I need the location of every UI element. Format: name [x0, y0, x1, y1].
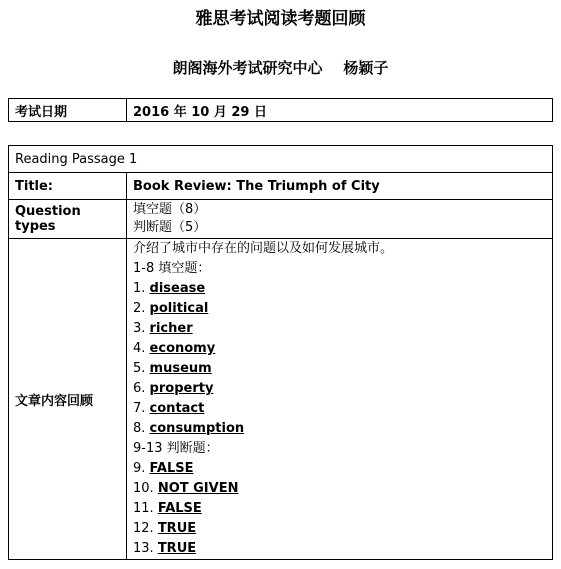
answer: disease	[149, 281, 206, 296]
list-item: 7. contact	[133, 401, 205, 416]
content-intro: 介绍了城市中存在的问题以及如何发展城市。	[133, 241, 394, 256]
section2-heading: 9-13 判断题：	[133, 441, 219, 456]
question-type-judge: 判断题（5）	[133, 220, 207, 235]
content-label: 文章内容回顾	[9, 239, 127, 560]
list-item: 1. disease	[133, 281, 206, 296]
passage-heading-row	[9, 146, 553, 173]
page-subtitle: 朗阁海外考试研究中心 杨颖子	[172, 59, 389, 77]
title-value: Book Review: The Triumph of City	[127, 173, 553, 200]
list-item: 2. political	[133, 301, 209, 316]
answer: economy	[149, 341, 216, 356]
exam-date-label: 考试日期	[9, 99, 127, 122]
answer: TRUE	[157, 521, 197, 536]
exam-date-row	[9, 99, 553, 122]
list-item: 3. richer	[133, 321, 193, 336]
list-item: 5. museum	[133, 361, 212, 376]
passage-table	[8, 145, 553, 560]
passage-heading: Reading Passage 1	[9, 146, 553, 173]
answer: consumption	[149, 421, 245, 436]
list-item: 10. NOT GIVEN	[133, 481, 239, 496]
answer: NOT GIVEN	[157, 481, 239, 496]
list-item: 9. FALSE	[133, 461, 194, 476]
answer: property	[149, 381, 214, 396]
question-types-value	[127, 200, 553, 239]
content-value	[127, 239, 553, 560]
list-item: 13. TRUE	[133, 541, 197, 556]
exam-date-table	[8, 98, 553, 122]
answer: contact	[149, 401, 205, 416]
title-row	[9, 173, 553, 200]
question-types-label: Question types	[9, 200, 127, 239]
section1-heading: 1-8 填空题：	[133, 261, 211, 276]
list-item: 8. consumption	[133, 421, 245, 436]
page-title: 雅思考试阅读考题回顾	[195, 9, 366, 29]
list-item: 6. property	[133, 381, 214, 396]
answer: TRUE	[157, 541, 197, 556]
list-item: 12. TRUE	[133, 521, 197, 536]
list-item: 11. FALSE	[133, 501, 202, 516]
answer: political	[149, 301, 209, 316]
answer: FALSE	[157, 501, 202, 516]
title-label: Title:	[9, 173, 127, 200]
content-row	[9, 239, 553, 560]
exam-date-value: 2016 年 10 月 29 日	[127, 99, 553, 122]
question-types-row	[9, 200, 553, 239]
question-type-fill: 填空题（8）	[133, 202, 207, 217]
answer: FALSE	[149, 461, 194, 476]
answer: richer	[149, 321, 193, 336]
list-item: 4. economy	[133, 341, 216, 356]
answer: museum	[149, 361, 212, 376]
